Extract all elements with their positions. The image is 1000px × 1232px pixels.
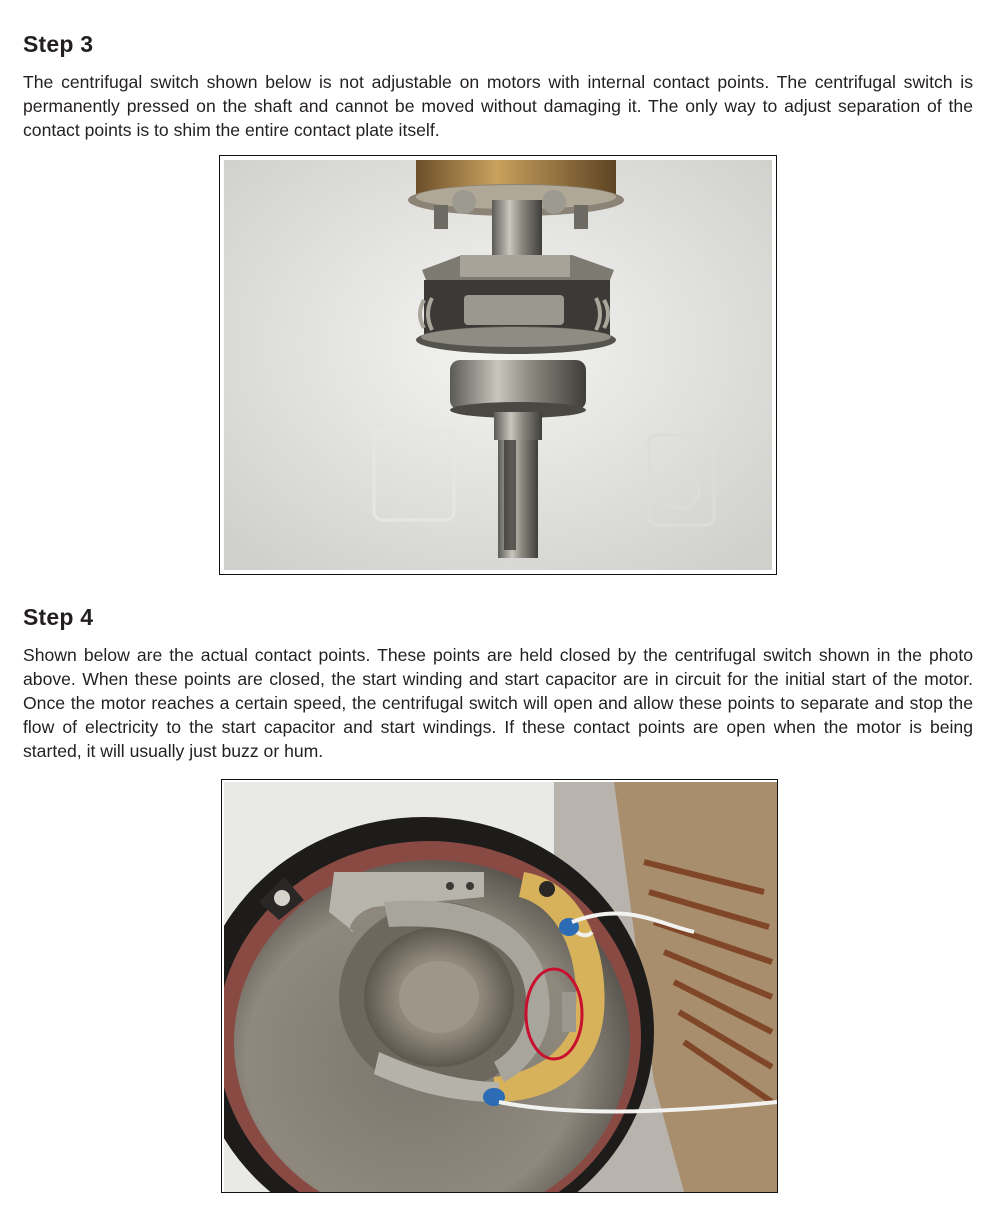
step4-paragraph: Shown below are the actual contact points. These points are held closed by the centrifugal switch shown in the photo above. When these points are closed, the start winding and start capacitor are in circuit for the initial start of the motor. Once the motor reaches a certain speed, the centrifugal switch will open and allow these points to separate and stop the flow of electricity to the start capacitor and start windings. If these contact points are open when the motor is being started, it will usually just buzz or hum. — [23, 645, 973, 761]
step3-paragraph: The centrifugal switch shown below is not adjustable on motors with internal contact points. The centrifugal switch is permanently pressed on the shaft and cannot be moved without damaging it. The only way to adjust separation of the contact points is to shim the entire contact plate itself. — [23, 72, 973, 140]
contact-points-photo — [221, 779, 778, 1193]
step4-heading: Step 4 — [23, 604, 94, 630]
centrifugal-switch-photo — [219, 155, 777, 575]
step3-heading: Step 3 — [23, 31, 94, 57]
